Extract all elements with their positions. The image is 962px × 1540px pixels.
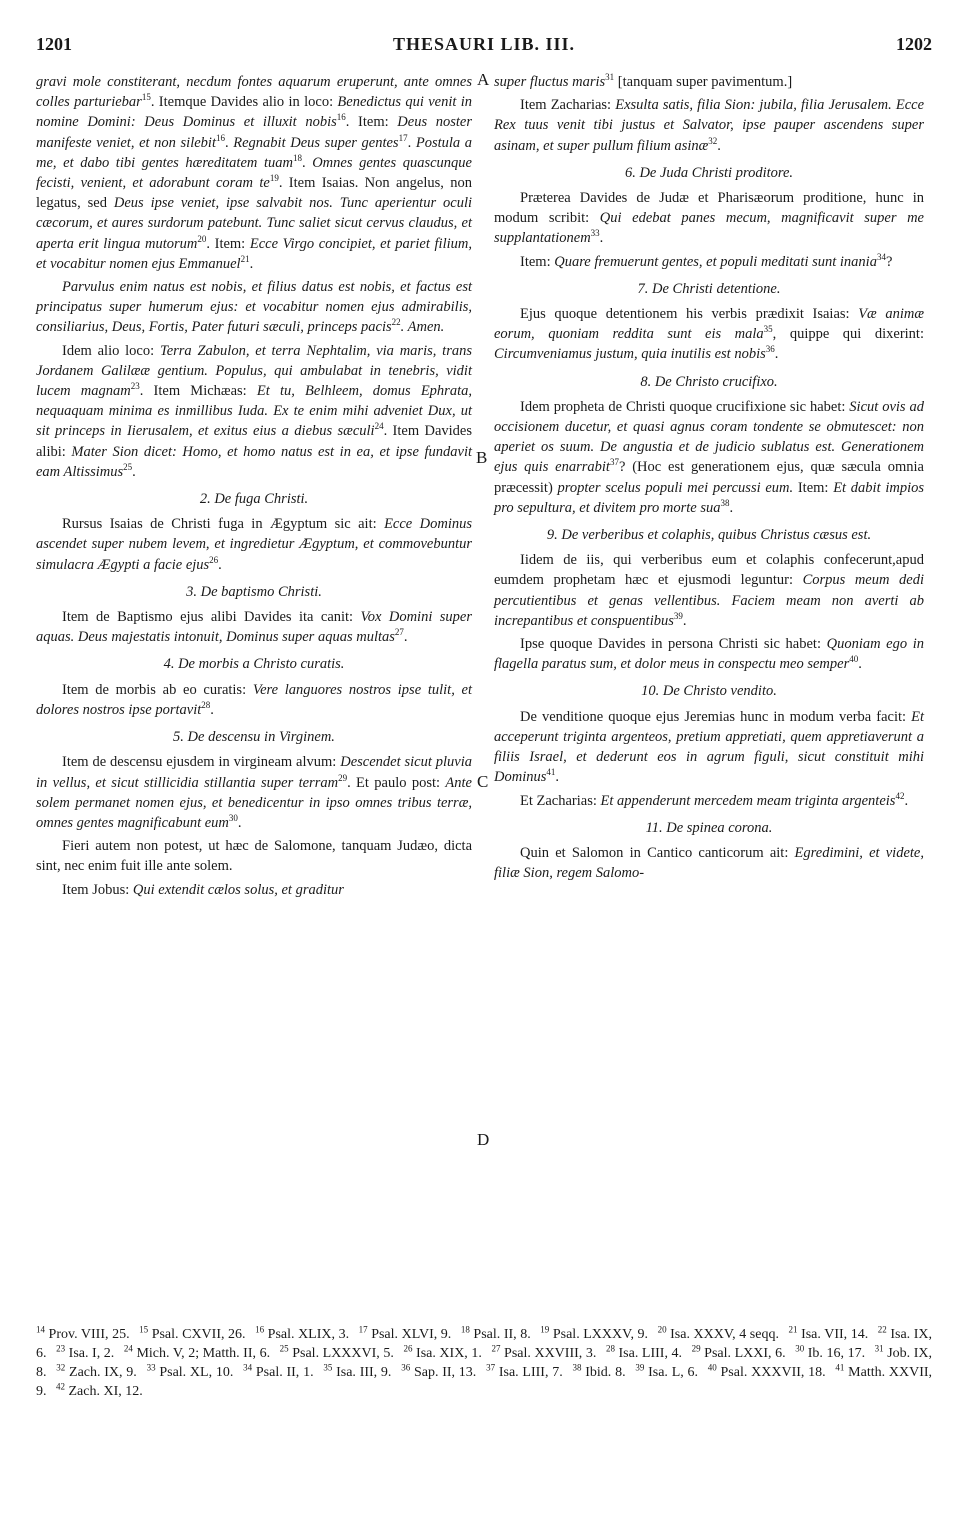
footnote: [657, 1324, 779, 1342]
footnote: [358, 1324, 452, 1342]
footnote-number: 36: [401, 1362, 411, 1373]
footnote-number: 31: [874, 1343, 884, 1354]
paragraph: super fluctus maris$^{31}$ [tanquam super pavimentum.]: [494, 72, 793, 90]
footnote: [243, 1362, 314, 1380]
footnote: [707, 1362, 826, 1380]
paragraph: Iidem de iis, qui verberibus eum et colaphis confecerunt,apud eumdem prophetam hæc et ejusmodi leguntur: Corpus meum dedi percutientibus et genas vellentibus. Faciem meam non averti ab increpantibus et conspuentibus$^{39}$.: [494, 552, 924, 629]
section-marker-a: A: [477, 70, 490, 89]
section-heading: 10. De Christo vendito.: [641, 683, 777, 700]
footnote-text: Psal. II, 8.: [469, 1327, 531, 1342]
paragraph: Item de morbis ab eo curatis: Vere languores nostros ipse tulit, et dolores nostros ipse portavit$^{28}$.: [36, 681, 472, 718]
paragraph: Item Zacharias: Exsulta satis, filia Sion: jubila, filia Jerusalem. Ecce Rex tuus venit tibi justus et Salvator, ipse pauper ascendens super asinam, et super pullum filium asinæ$^{32}$.: [494, 97, 925, 154]
footnote: [486, 1362, 563, 1380]
footnote-text: Matth. XXVII, 9.: [36, 1365, 933, 1399]
paragraph: Item de Baptismo ejus alibi Davides ita canit: Vox Domini super aquas. Deus majestatis intonuit, Dominus super aquas multas$^{27}$.: [36, 609, 472, 646]
footnote: [540, 1324, 649, 1342]
section-heading: 9. De verberibus et colaphis, quibus Christus cæsus est.: [546, 527, 872, 544]
footnote-text: Psal. XXXVII, 18.: [716, 1365, 826, 1380]
footnote-number: 29: [691, 1343, 701, 1354]
footnote-text: Isa. LIII, 4.: [614, 1346, 683, 1361]
footnote: [795, 1343, 866, 1361]
paragraph: Idem alio loco: Terra Zabulon, et terra Nephtalim, via maris, trans Jordanem Galilææ gentium. Populus, qui ambulabat in tenebris, vidit lucem magnam$^{23}$. Item Michæas: Et tu, Belhleem, domus Ephrata, nequaquam minima es inmillibus Iuda. Ex te enim mihi adveniet Dux, ut sit princeps in Iierusalem, et exitus eius a diebus sæculi$^{24}$. Item Davides alibi: Mater Sion dicet: Homo, et homo natus est in ea, et ipse fundavit eam Altissimus$^{25}$.: [36, 342, 472, 480]
footnote-text: Mich. V, 2; Matth. II, 6.: [132, 1346, 271, 1361]
footnote-number: 38: [572, 1362, 582, 1373]
footnote-number: 15: [139, 1324, 149, 1335]
paragraph: De venditione quoque ejus Jeremias hunc in modum verba facit: Et acceperunt triginta argenteos, pretium appretiati, quem appretiaverunt a filiis Israel, et dederunt eos in agrum figuli, sicut constituit mihi Dominus$^{41}$.: [494, 708, 924, 786]
paragraph: Item: Quare fremuerunt gentes, et populi meditati sunt inania$^{34}$?: [520, 251, 893, 270]
paragraph: Quin et Salomon in Cantico canticorum ait: Egredimini, et videte, filiæ Sion, regem Salomo-: [494, 844, 924, 882]
footnote: [56, 1343, 115, 1361]
running-title: THESAURI LIB. III.: [392, 34, 576, 54]
footnote: [403, 1343, 482, 1361]
footnote-text: Psal. XXVIII, 3.: [500, 1346, 597, 1361]
footnote-number: 39: [635, 1362, 645, 1373]
footnote: [123, 1343, 271, 1361]
left-page-number: 1201: [36, 34, 72, 54]
footnote-number: 41: [835, 1362, 845, 1373]
paragraph: Ipse quoque Davides in persona Christi sic habet: Quoniam ego in flagella paratus sum, et dolor meus in conspectu meo semper$^{40}$.: [494, 636, 924, 673]
footnote-text: Sap. II, 13.: [410, 1365, 477, 1380]
footnote-number: 30: [795, 1343, 805, 1354]
footnote-text: Psal. CXVII, 26.: [148, 1327, 246, 1342]
section-heading: 5. De descensu in Virginem.: [173, 729, 335, 746]
footnote: [572, 1362, 626, 1380]
footnotes: [36, 1325, 932, 1401]
footnote: [139, 1324, 246, 1342]
footnote-number: 26: [403, 1343, 413, 1354]
footnote-text: Prov. VIII, 25.: [45, 1327, 130, 1342]
paragraph: gravi mole constiterant, necdum fontes aquarum eruperunt, ante omnes colles parturiebar$^{15}$. Itemque Davides alio in loco: Benedictus qui venit in nomine Domini: Deus Dominus et illuxit nobis$^{16}$. Item: Deus noster manifeste veniet, et non silebit$^{16}$. Regnabit Deus super gentes$^{17}$. Postula a me, et dabo tibi gentes hæreditatem tuam$^{18}$. Omnes gentes quascunque fecisti, venient, et adorabunt coram $te^{19}$. Item Isaias. Non angelus, non legatus, sed Deus ipse veniet, ipse salvabit nos. Tunc aperientur oculi cæcorum, et aures surdorum patebunt. Tunc saliet sicut cervus claudus, et aperta erit lingua mutorum$^{20}$. Item: Ecce Virgo concipiet, et pariet filium, et vocabitur nomen ejus Emmanuel$^{21}$.: [36, 74, 473, 272]
footnote-number: 33: [146, 1362, 156, 1373]
footnote-number: 18: [460, 1324, 470, 1335]
footnote-number: 37: [486, 1362, 496, 1373]
footnote-text: Isa. I, 2.: [65, 1346, 115, 1361]
footnote-number: 25: [279, 1343, 289, 1354]
footnote-number: 17: [358, 1324, 368, 1335]
paragraph: Item Jobus: Qui extendit cælos solus, et graditur: [62, 881, 344, 898]
footnote: [691, 1343, 786, 1361]
paragraph: Fieri autem non potest, ut hæc de Salomone, tanquam Judæo, dicta sint, nec enim fuit ille ante solem.: [36, 838, 472, 875]
footnote-number: 22: [877, 1324, 887, 1335]
footnote-number: 24: [123, 1343, 133, 1354]
paragraph: Idem propheta de Christi quoque crucifixione sic habet: Sicut ovis ad occisionem ducetur, et quasi agnus coram tondente se obmutescet: non aperiet os suum. De angustia et de judicio sublatus est. Generationem ejus quis enarrabit$^{37}$? (Hoc est generationem ejus, quæ sæcula omnia præcessit) propter scelus populi mei percussi eum. Item: Et dabit impios pro sepultura, et divitem pro morte sua$^{38}$.: [494, 398, 925, 516]
footnote-text: Psal. LXXXV, 9.: [549, 1327, 649, 1342]
footnote-text: Isa. VII, 14.: [797, 1327, 869, 1342]
footnote: [460, 1324, 531, 1342]
section-heading: 4. De morbis a Christo curatis.: [163, 656, 345, 673]
section-heading: 6. De Juda Christi proditore.: [624, 164, 794, 181]
paragraph: Parvulus enim natus est nobis, et filius datus est nobis, et factus est principatus super humerum ejus: et vocabitur nomen ejus admirabilis, consiliarius, Deus, Fortis, Pater futuri sæculi, princeps pacis$^{22}$. Amen.: [36, 279, 472, 336]
footnote-text: Psal. XL, 10.: [155, 1365, 234, 1380]
running-header: [36, 34, 932, 58]
footnote: [401, 1362, 477, 1380]
paragraph: Et Zacharias: Et appenderunt mercedem meam triginta argenteis$^{42}$.: [520, 790, 909, 809]
footnote-text: Ibid. 8.: [581, 1365, 626, 1380]
footnote-text: Isa. LIII, 7.: [495, 1365, 563, 1380]
footnote-text: Psal. XLIX, 3.: [264, 1327, 350, 1342]
footnote-text: Isa. XIX, 1.: [412, 1346, 482, 1361]
footnote-text: Psal. XLVI, 9.: [367, 1327, 452, 1342]
paragraph: Præterea Davides de Judæ et Pharisæorum proditione, hunc in modum scribit: Qui edebat panes mecum, magnificavit super me supplantationem$^{33}$.: [494, 190, 924, 247]
paragraph: Ejus quoque detentionem his verbis prædixit Isaias: Væ animæ eorum, quoniam reddita sunt eis mala$^{35}$, quippe qui dixerint: Circumveniamus justum, quia inutilis est nobis$^{36}$.: [494, 306, 925, 363]
footnote-number: 21: [788, 1324, 798, 1335]
footnote-number: 34: [243, 1362, 253, 1373]
footnote-number: 27: [491, 1343, 501, 1354]
footnote-text: Isa. III, 9.: [332, 1365, 392, 1380]
footnote: [491, 1343, 597, 1361]
footnote-text: Psal. LXXI, 6.: [700, 1346, 786, 1361]
section-heading: 3. De baptismo Christi.: [186, 583, 322, 600]
footnote: [56, 1362, 137, 1380]
footnote-text: Psal. LXXXVI, 5.: [288, 1346, 394, 1361]
footnote: [255, 1324, 350, 1342]
footnote: [323, 1362, 392, 1380]
footnote-number: 32: [56, 1362, 66, 1373]
left-column: [36, 72, 472, 903]
section-heading: 8. De Christo crucifixo.: [640, 373, 778, 390]
footnote-number: 14: [36, 1324, 45, 1335]
section-marker-c: C: [477, 772, 489, 791]
footnote: [146, 1362, 234, 1380]
footnote-text: Psal. II, 1.: [252, 1365, 314, 1380]
footnote-number: 40: [707, 1362, 717, 1373]
footnote-text: Isa. XXXV, 4 seqq.: [666, 1327, 779, 1342]
footnote: [36, 1324, 130, 1342]
footnote-text: Zach. XI, 12.: [65, 1384, 143, 1399]
section-heading: 11. De spinea corona.: [645, 819, 773, 836]
section-marker-d: D: [477, 1130, 490, 1149]
footnote: [605, 1343, 683, 1361]
footnote-text: Isa. IX, 6.: [36, 1327, 933, 1361]
paragraph: Rursus Isaias de Christi fuga in Ægyptum sic ait: Ecce Dominus ascendet super nubem levem, et ingredietur Ægyptum, et commovebuntur simulacra Ægypti a facie ejus$^{26}$.: [36, 516, 473, 573]
footnote-text: Ib. 16, 17.: [804, 1346, 866, 1361]
right-page-number: 1202: [896, 34, 932, 54]
section-heading: 7. De Christi detentione.: [637, 280, 781, 297]
footnote-number: 42: [56, 1381, 65, 1392]
right-column: [494, 72, 924, 886]
footnote: [279, 1343, 394, 1361]
footnote-text: Isa. L, 6.: [644, 1365, 698, 1380]
section-heading: 2. De fuga Christi.: [199, 491, 309, 508]
footnote-number: 35: [323, 1362, 333, 1373]
footnote: [635, 1362, 698, 1380]
footnote-text: Zach. IX, 9.: [65, 1365, 137, 1380]
footnote: [788, 1324, 869, 1342]
section-marker-b: B: [476, 448, 488, 467]
footnote-number: 23: [56, 1343, 66, 1354]
footnote: [56, 1381, 143, 1399]
footnote-number: 20: [657, 1324, 667, 1335]
footnote-number: 28: [605, 1343, 615, 1354]
footnote-text: Job. IX, 8.: [36, 1346, 933, 1380]
footnote-number: 19: [540, 1324, 550, 1335]
paragraph: Item de descensu ejusdem in virgineam alvum: Descendet sicut pluvia in vellus, et sicut stillicidia stillantia super terram$^{29}$. Et paulo post: Ante solem permanet nomen ejus, et benedicentur in ipso omnes tribus terræ, omnes gentes magnificabunt eum$^{30}$.: [36, 754, 473, 831]
footnote-number: 16: [255, 1324, 265, 1335]
